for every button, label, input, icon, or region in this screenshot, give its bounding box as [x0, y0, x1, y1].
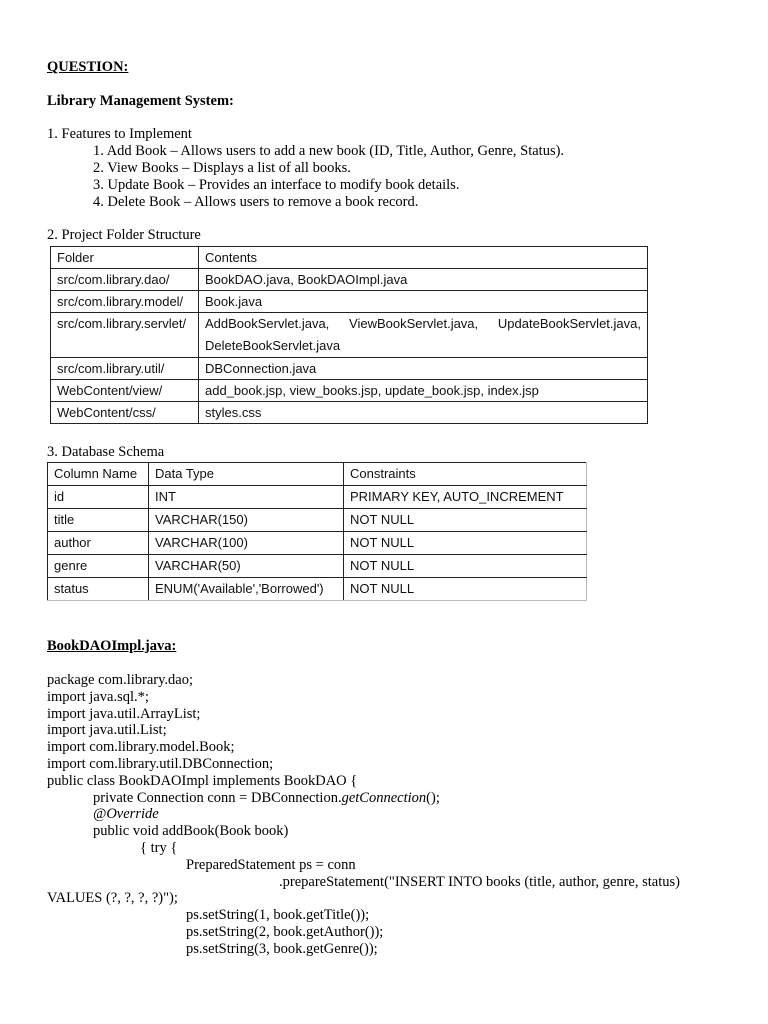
table-cell: PRIMARY KEY, AUTO_INCREMENT	[344, 486, 587, 509]
document-title: Library Management System:	[47, 93, 234, 109]
servlet-file: DeleteBookServlet.java	[205, 338, 341, 353]
table-header-row	[51, 247, 648, 269]
folder-structure-title: 2. Project Folder Structure	[47, 227, 201, 243]
table-cell: NOT NULL	[344, 509, 587, 532]
code-line: import java.util.ArrayList;	[47, 706, 201, 722]
feature-item: 3. Update Book – Provides an interface to modify book details.	[93, 177, 460, 193]
feature-item: 4. Delete Book – Allows users to remove a book record.	[93, 194, 419, 210]
schema-title: 3. Database Schema	[47, 444, 165, 460]
table-row	[51, 269, 648, 291]
code-line: public class BookDAOImpl implements BookDAO {	[47, 773, 358, 789]
feature-item: 2. View Books – Displays a list of all books.	[93, 160, 351, 176]
servlet-file: UpdateBookServlet.java,	[497, 316, 641, 331]
table-cell: id	[48, 486, 149, 509]
question-heading: QUESTION:	[47, 59, 129, 75]
table-header-cell: Constraints	[344, 463, 587, 486]
table-cell: INT	[149, 486, 344, 509]
table-header-cell: Data Type	[149, 463, 344, 486]
code-line: package com.library.dao;	[47, 672, 194, 688]
table-cell: Book.java	[199, 291, 648, 313]
code-section-title: BookDAOImpl.java:	[47, 638, 177, 654]
table-cell: title	[48, 509, 149, 532]
table-row	[48, 486, 587, 509]
code-line: ps.setString(2, book.getAuthor());	[186, 924, 384, 940]
code-line: import com.library.model.Book;	[47, 739, 235, 755]
code-line: ps.setString(3, book.getGenre());	[186, 941, 378, 957]
table-cell: NOT NULL	[344, 578, 587, 601]
table-cell: src/com.library.util/	[51, 358, 199, 380]
table-cell: VARCHAR(150)	[149, 509, 344, 532]
code-line: import java.util.List;	[47, 722, 167, 738]
code-line	[93, 806, 159, 823]
table-cell: author	[48, 532, 149, 555]
table-cell: src/com.library.dao/	[51, 269, 199, 291]
table-row	[51, 358, 648, 380]
table-cell	[199, 313, 648, 358]
servlet-list-line	[205, 313, 641, 335]
table-cell: src/com.library.model/	[51, 291, 199, 313]
table-cell: DBConnection.java	[199, 358, 648, 380]
code-line: public void addBook(Book book)	[93, 823, 289, 839]
servlet-file: AddBookServlet.java,	[205, 316, 330, 331]
table-row	[51, 291, 648, 313]
table-cell: styles.css	[199, 402, 648, 424]
table-row	[51, 380, 648, 402]
code-line: VALUES (?, ?, ?, ?)");	[47, 890, 178, 906]
table-row	[48, 509, 587, 532]
table-row	[48, 532, 587, 555]
code-line: PreparedStatement ps = conn	[186, 857, 356, 873]
code-line: ps.setString(1, book.getTitle());	[186, 907, 370, 923]
table-header-cell: Folder	[51, 247, 199, 269]
folder-structure-table	[50, 246, 648, 424]
servlet-file: ViewBookServlet.java,	[349, 316, 479, 331]
table-cell: BookDAO.java, BookDAOImpl.java	[199, 269, 648, 291]
code-fragment: private Connection conn = DBConnection.	[93, 790, 342, 806]
table-row	[51, 313, 648, 358]
feature-item: 1. Add Book – Allows users to add a new book (ID, Title, Author, Genre, Status).	[93, 143, 565, 159]
table-cell: ENUM('Available','Borrowed')	[149, 578, 344, 601]
code-line	[93, 790, 440, 807]
table-header-cell: Column Name	[48, 463, 149, 486]
table-cell: WebContent/css/	[51, 402, 199, 424]
table-cell: NOT NULL	[344, 555, 587, 578]
code-line: .prepareStatement("INSERT INTO books (title, author, genre, status)	[279, 874, 680, 890]
table-cell: VARCHAR(100)	[149, 532, 344, 555]
table-cell: src/com.library.servlet/	[51, 313, 199, 358]
code-line: import com.library.util.DBConnection;	[47, 756, 274, 772]
table-header-cell: Contents	[199, 247, 648, 269]
code-line: { try {	[140, 840, 178, 856]
table-cell: genre	[48, 555, 149, 578]
code-line: import java.sql.*;	[47, 689, 149, 705]
table-row	[48, 578, 587, 601]
table-cell: add_book.jsp, view_books.jsp, update_book.jsp, index.jsp	[199, 380, 648, 402]
database-schema-table	[47, 462, 587, 601]
table-cell: WebContent/view/	[51, 380, 199, 402]
features-title: 1. Features to Implement	[47, 126, 192, 142]
table-row	[48, 555, 587, 578]
table-cell: NOT NULL	[344, 532, 587, 555]
code-annotation: @Override	[93, 806, 159, 822]
table-cell: status	[48, 578, 149, 601]
table-row	[51, 402, 648, 424]
code-fragment: ();	[426, 790, 440, 806]
table-header-row	[48, 463, 587, 486]
table-cell: VARCHAR(50)	[149, 555, 344, 578]
code-fragment-italic: getConnection	[341, 790, 427, 806]
